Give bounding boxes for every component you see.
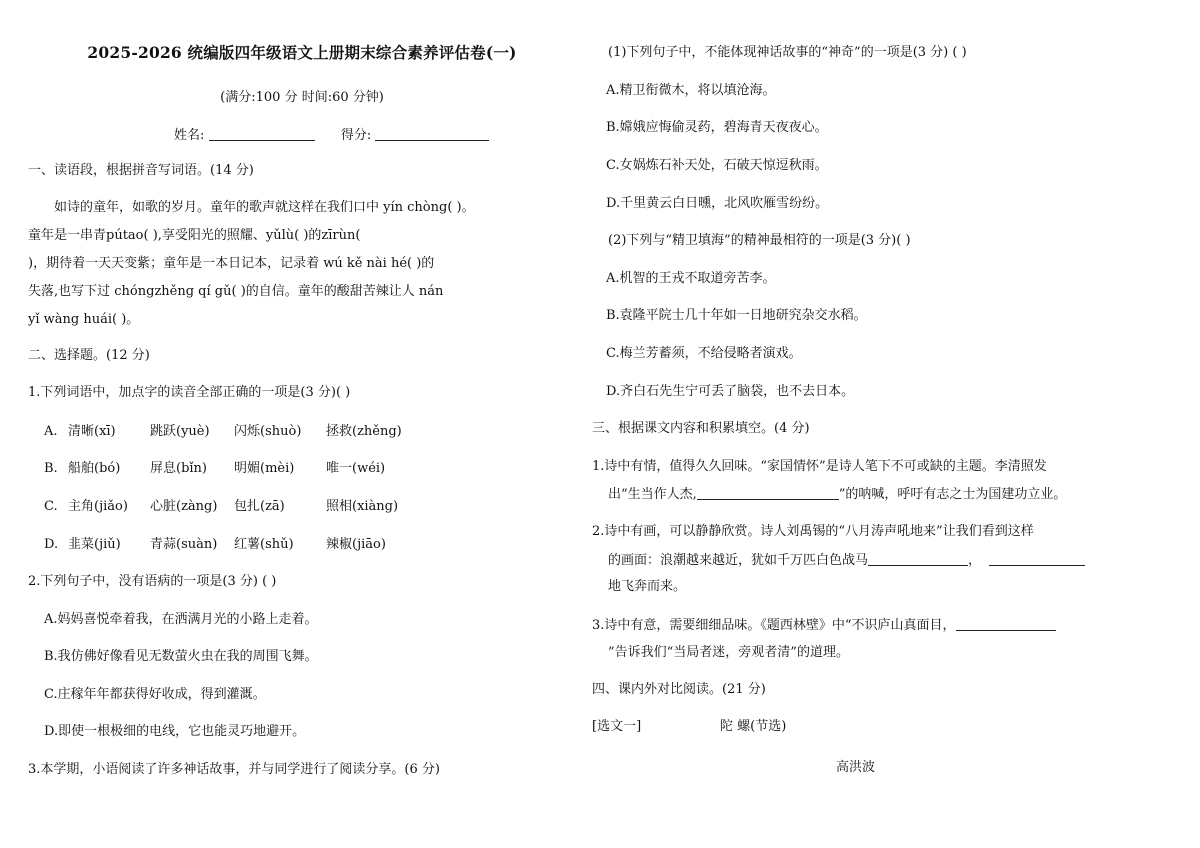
- option-word: 跳跃(yuè): [150, 424, 210, 439]
- score-label: 得分:: [340, 128, 372, 143]
- section3-heading: 三、根据课文内容和积累填空。(4 分): [592, 421, 810, 436]
- section1-line: 失落,也写下过 chóngzhěng qí gǔ( )的自信。童年的酸甜苦辣让人 nán: [28, 284, 444, 299]
- q2-option: A.妈妈喜悦牵着我，在洒满月光的小路上走着。: [44, 612, 318, 627]
- option-word: 拯救(zhěng): [326, 424, 402, 439]
- q1-stem: 1.下列词语中，加点字的读音全部正确的一项是(3 分)( ): [28, 385, 351, 400]
- s3-q2-text: 的画面：浪潮越来越近，犹如千万匹白色战马: [608, 553, 869, 568]
- option-word: 照相(xiàng): [326, 499, 399, 514]
- s3-q2-text: ，: [968, 553, 982, 568]
- section1-line: 如诗的童年，如歌的岁月。童年的歌声就这样在我们口中 yín chòng( )。: [54, 200, 475, 215]
- option-key: C.: [44, 499, 58, 514]
- passage-author: 高洪波: [836, 760, 876, 775]
- section1-line: yǐ wàng huái( )。: [28, 312, 140, 327]
- option-key: D.: [44, 537, 59, 552]
- exam-title: 2025-2026 统编版四年级语文上册期末综合素养评估卷(一): [87, 43, 517, 62]
- q3-sub1-option: C.女娲炼石补天处，石破天惊逗秋雨。: [606, 158, 828, 173]
- option-word: 青蒜(suàn): [150, 537, 218, 552]
- section4-heading: 四、课内外对比阅读。(21 分): [592, 682, 766, 697]
- q2-option: B.我仿佛好像看见无数萤火虫在我的周围飞舞。: [44, 649, 318, 664]
- s3-q2-blank-1[interactable]: [868, 551, 968, 566]
- q3-sub1-stem: (1)下列句子中，不能体现神话故事的“神奇”的一项是(3 分) ( ): [608, 45, 967, 60]
- q2-option: D.即使一根极细的电线，它也能灵巧地避开。: [44, 724, 306, 739]
- s3-q3-line1: [592, 616, 1056, 635]
- option-word: 清晰(xī): [68, 424, 116, 439]
- s3-q2-line3: 地飞奔而来。: [608, 579, 687, 594]
- q3-sub2-stem: (2)下列与“精卫填海”的精神最相符的一项是(3 分)( ): [608, 233, 911, 248]
- passage-title: 陀 螺(节选): [720, 719, 787, 734]
- option-key: B.: [44, 461, 58, 476]
- s3-q1-line2: [608, 485, 1066, 504]
- option-key: A.: [44, 424, 58, 439]
- s3-q3-line2: ”告诉我们“当局者迷，旁观者清”的道理。: [608, 645, 849, 660]
- option-word: 闪烁(shuò): [234, 424, 302, 439]
- option-word: 主角(jiǎo): [68, 499, 128, 514]
- q2-stem: 2.下列句子中，没有语病的一项是(3 分) ( ): [28, 574, 277, 589]
- s3-q2-blank-2[interactable]: [989, 551, 1085, 566]
- option-word: 船舶(bó): [68, 461, 121, 476]
- s3-q1-blank[interactable]: [697, 485, 839, 500]
- option-word: 辣椒(jiāo): [326, 537, 386, 552]
- s3-q2-line1: 2.诗中有画，可以静静欣赏。诗人刘禹锡的“八月涛声吼地来”让我们看到这样: [592, 524, 1034, 539]
- name-field[interactable]: [174, 126, 489, 145]
- q3-sub2-option: A.机智的王戎不取道旁苦李。: [606, 271, 776, 286]
- s3-q3-text: 3.诗中有意，需要细细品味。《题西林壁》中“不识庐山真面目，: [592, 618, 956, 633]
- section2-heading: 二、选择题。(12 分): [28, 348, 150, 363]
- q3-stem: 3.本学期，小语阅读了许多神话故事，并与同学进行了阅读分享。(6 分): [28, 762, 440, 777]
- exam-subtitle: (满分:100 分 时间:60 分钟): [220, 90, 384, 105]
- s3-q1-text: 出“生当作人杰,: [608, 487, 697, 502]
- q3-sub1-option: A.精卫衔微木，将以填沧海。: [606, 83, 776, 98]
- q3-sub2-option: B.袁隆平院士几十年如一日地研究杂交水稻。: [606, 308, 867, 323]
- score-blank[interactable]: [375, 126, 489, 141]
- option-word: 红薯(shǔ): [234, 537, 294, 552]
- q3-sub2-option: C.梅兰芳蓄须，不给侵略者演戏。: [606, 346, 802, 361]
- q3-sub1-option: B.嫦娥应悔偷灵药，碧海青天夜夜心。: [606, 120, 828, 135]
- section1-line: )，期待着一天天变紫；童年是一本日记本，记录着 wú kě nài hé( )的: [28, 256, 435, 271]
- q3-sub2-option: D.齐白石先生宁可丢了脑袋，也不去日本。: [606, 384, 855, 399]
- option-word: 心脏(zàng): [150, 499, 218, 514]
- passage-label: [选文一]: [592, 719, 642, 734]
- q2-option: C.庄稼年年都获得好收成，得到灌溉。: [44, 687, 266, 702]
- s3-q2-line2: [608, 551, 1085, 570]
- q3-sub1-option: D.千里黄云白日曛，北风吹雁雪纷纷。: [606, 196, 829, 211]
- option-word: 屏息(bǐn): [150, 461, 207, 476]
- section1-heading: 一、读语段，根据拼音写词语。(14 分): [28, 163, 254, 178]
- name-label: 姓名:: [174, 128, 205, 143]
- s3-q3-blank[interactable]: [956, 616, 1056, 631]
- option-word: 韭菜(jiǔ): [68, 537, 121, 552]
- name-blank[interactable]: [209, 126, 315, 141]
- option-word: 明媚(mèi): [234, 461, 295, 476]
- section1-line: 童年是一串青pútao( ),享受阳光的照耀、yǔlù( )的zīrùn(: [28, 228, 361, 243]
- option-word: 唯一(wéi): [326, 461, 386, 476]
- option-word: 包扎(zā): [234, 499, 285, 514]
- s3-q1-text: ”的呐喊，呼吁有志之士为国建功立业。: [838, 487, 1067, 502]
- s3-q1-line1: 1.诗中有情，值得久久回味。“家国情怀”是诗人笔下不可或缺的主题。李清照发: [592, 459, 1047, 474]
